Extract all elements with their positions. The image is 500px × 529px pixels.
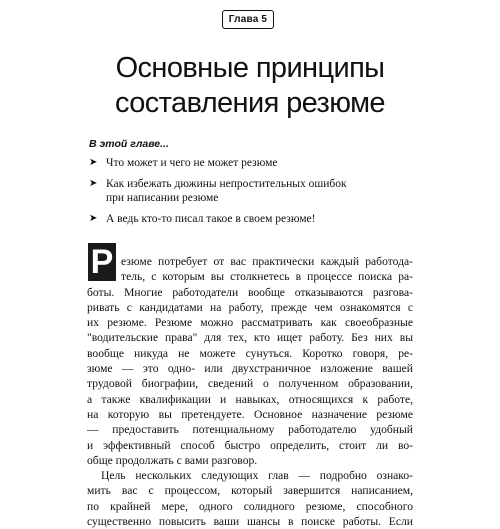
text-line: мить вас с процессом, который завершится написанием, (87, 484, 413, 498)
body-text (87, 254, 413, 529)
text-line: боты. Многие работодатели вообще отказываются разгова- (87, 285, 413, 299)
text-line: и эффективный способ быстро определить, стоит ли во- (87, 438, 413, 452)
list-item-text: Что может и чего не может резюме (106, 157, 278, 169)
text-line: трудовой биографии, сведений о полученном образовании, (87, 377, 413, 391)
text-line: — предоставить потенциальному работодателю удобный (87, 423, 413, 437)
text-line: а также квалификации и навыках, относящихся к работе, (87, 392, 413, 406)
text-line: обще продолжать с вами разговор. (87, 453, 258, 467)
text-line: езюме потребует от вас практически каждый работода- (121, 255, 413, 268)
text-line: "водительские права" для тех, кто ищет работу. Без них вы (87, 331, 413, 345)
text-line: по крайней мере, одного солидного резюме, способного (87, 499, 413, 513)
list-item-text: А ведь кто-то писал такое в своем резюме! (106, 213, 316, 225)
list-item-text: Как избежать дюжины непростительных ошибок (106, 178, 347, 190)
text-line: на которую вы претендуете. Основное назначение резюме (87, 407, 413, 421)
text-line: существенно повысить ваши шансы в поиске работы. Если (87, 515, 413, 529)
arrow-bullet-icon: ➤ (89, 157, 98, 168)
text-line: вообще никуда не можете сунуться. Коротко говоря, ре- (87, 346, 413, 360)
text-line: тель, с которым вы столкнетесь в процессе поиска ра- (121, 270, 413, 284)
chapter-contents-list (89, 156, 419, 233)
text-line: их резюме. Резюме можно рассматривать как своеобразные (87, 316, 413, 330)
list-item (89, 212, 419, 226)
arrow-bullet-icon: ➤ (89, 213, 98, 224)
text-line: ривать с кандидатами на работу, прежде чем ознакомятся с (87, 300, 413, 314)
drop-cap: Р (88, 243, 116, 281)
chapter-title-line-1: Основные принципы (115, 52, 385, 84)
chapter-label: Глава 5 (222, 10, 274, 29)
list-item (89, 156, 419, 170)
in-this-chapter-heading: В этой главе... (89, 138, 169, 150)
text-line: Цель нескольких следующих глав — подробно ознако- (101, 469, 413, 483)
arrow-bullet-icon: ➤ (89, 178, 98, 189)
list-item (89, 177, 419, 205)
paragraph-2 (87, 468, 413, 529)
list-item-text: при написании резюме (106, 192, 219, 204)
paragraph-1 (87, 254, 413, 468)
text-line: зюме — это одно- или двухстраничное изложение вашей (87, 362, 413, 376)
chapter-title-line-2: составления резюме (115, 87, 385, 119)
